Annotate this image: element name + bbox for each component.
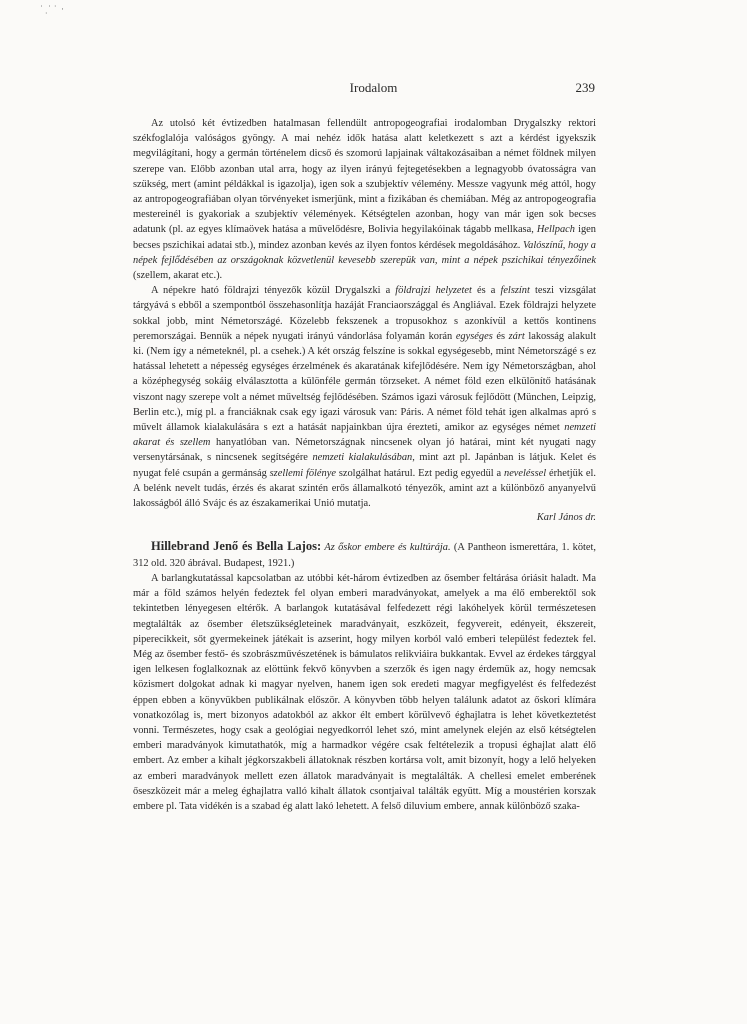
text-run: A népekre ható földrajzi tényezők közül Drygalszki a — [151, 285, 396, 297]
scan-speck: ˙ ̣ ̇ ˙ · — [40, 4, 65, 14]
text-run: igen becses pszichikai adatai stb.), mindez azonban kevés az ilyen fontos kérdések megoldásához. — [133, 224, 596, 251]
review-publication-details: (A Pantheon ismerettára, 1. kötet, 312 old. 320 ábrával. Budapest, 1921.) — [133, 542, 596, 569]
review-book-title: Az őskor embere és kultúrája. — [324, 542, 451, 554]
paragraph — [133, 283, 596, 511]
reviewer-signature: Karl János dr. — [536, 512, 596, 524]
text-run: szolgálhat határul. Ezt pedig egyedül a — [335, 467, 504, 479]
section-title: Irodalom — [349, 80, 398, 95]
text-run: , mint azt pl. Japánban is látjuk. Kelet és nyugat felé csupán a germánság — [133, 452, 597, 479]
text-run: Az utolsó két évtizedben hatalmasan fellendült antropogeografiai irodalomban Drygalszky rektori székfoglalója valóságos gyöngy. A mai nehéz idők hatása alatt keletkezett s azt a kérdést igyekszik megvilágítani, hogy a germán történelem dicső és szomorú lapjainak váltakozásaiban a német földnek milyen szerepe van. Előbb azonban utal arra, hogy az ilyen irányú fejtegetésekben a legnagyobb óvatosságra van szükség, mert (amint példákkal is igazolja), igen sok a szubjektív vélemény. Messze vagyunk még attól, hogy az antropogeografiában olyan törvényeket ismerjünk, mint a fizikában és chemiában. Még az antropogeografia mestereinél is gyakoriak a szubjektív vélemények. Kétségtelen azonban, hogy van már igen sok becses adatunk (pl. az egyes klímaövek hatása a művelődésre, Bolivia hegyilakóinak tágabb mellkasa, — [133, 118, 596, 236]
text-run: és a — [471, 285, 501, 297]
book-review — [133, 539, 596, 814]
emphasis-text: nemzeti kialakulásában — [312, 452, 413, 464]
emphasis-text: neveléssel — [504, 467, 547, 479]
text-run: teszi vizsgálat tárgyává s ebből a szempontból összehasonlítja hazáját Franciaországgal és Angliával. Ezek földrajzi helyzete sokkal jobb, mint Németországé. Közelebb fekszenek a tropusokhoz s azonkívül a kettős kontinens peremországai. Bennük a népek nyugati irányú vándorlása folyamán korán — [133, 285, 597, 342]
emphasis-text: földrajzi helyzetet — [395, 285, 472, 297]
emphasis-text: felszínt — [500, 285, 530, 297]
page-number: 239 — [575, 80, 595, 95]
running-header — [0, 80, 747, 98]
paragraph — [133, 116, 596, 283]
emphasis-text: nemzeti akarat és szellem — [133, 422, 596, 449]
text-run: és — [492, 330, 509, 342]
review-body: A barlangkutatással kapcsolatban az utóbbi két-három évtizedben az ősember feltárása óriásit haladt. Ma már a föld számos helyén fedeztek fel olyan emberi maradványokat, amelyek a ma élő emberektől sok tekintetben lényegesen eltérők. A barlangok kutatásával felfedezett régi lakóhelyek körül természetesen megtalálták az ősember életszükségleteinek maradványait, eszközeit, fegyvereit, edényeit, ékszereit, piperecikkeit, sőt gyermekeinek játékait is azserint, hogy milyen korból való emberi települést fedeztek fel. Még az ősember festő- és szobrászművészetének is bámulatos relikviáira bukkantak. Evvel az érdekes tárggyal igen lelkesen foglalkoznak az elöttünk fekvő könyvben a szerzők és igen nagy érdemük az, hogy nemcsak közismert dolgokat adnak ki magyar nyelven, hanem igen sok eredeti magyar megfigyelést és felfedezést éppen ebben a könyvükben publikálnak először. A könyvben több helyen találunk adatot az őskori klímára vonatkozólag is, mert bizonyos adatokból az akkor élt embert körülvevő éghajlatra is lehet következtetést vonni. Természetes, hogy csak a geológiai negyedkorról lehet szó, mint amelynek elején az első kétségtelen emberi maradványok kimutathatók, míg a harmadkor végére csak feltételezik a tropusi éghajlat alatt élő embert. Az ember a kihalt jégkorszakbeli állatoknak részben kortársa volt, amit bizonyít, hogy a lelő helyeken az emberi maradványok mellett ezen állatok maradványait is megtalálták. A chellesi emelet emberének őseszközeit már a meleg éghajlatra valló kihalt állatok csontjaival találták együtt. Míg a moustérien korszak embere pl. Tata vidékén is a szabad ég alatt lakó lehetett. A felső diluvium embere, annak különböző szaka- — [133, 572, 596, 812]
emphasis-text: Valószínű, hogy a népek fejlődésében az országoknak közvetlenül kevesebb szerepük van, mint a népek pszichikai tényezőinek — [133, 239, 597, 266]
emphasis-text: szellemi fölénye — [269, 467, 336, 479]
page-body — [133, 116, 596, 814]
text-run: (szellem, akarat etc.). — [133, 270, 223, 282]
text-run: lakosság alakult ki. (Nem így a németeknél, pl. a csehek.) A két ország felszíne is sokkal egységesebb, mint Németországé s ez hatással lehetett a népesség egységes érzelmének és akaratának kifejlődésére. Nem így Németországban, ahol a középhegység sokáig elválasztotta a különféle germán törzseket. A német föld ezen elkülönítő hatásának viszont nagy szerepe volt a német műveltség fejlődésében. Számos igazi városuk fejlődött (München, Leipzig, Berlin etc.), míg pl. a franciáknak csak egy igazi városuk van: Páris. A német föld tehát igen alkalmas apró s művelt államok kialakulására s ezt a hatását napjainkban újra érezteti, amikor az egységes német — [133, 330, 596, 434]
emphasis-text: Hellpach — [536, 224, 575, 236]
review-authors: Hillebrand Jenő és Bella Lajos: — [151, 539, 322, 554]
emphasis-text: egységes — [455, 330, 493, 342]
emphasis-text: zárt — [508, 330, 525, 342]
review-heading — [133, 539, 596, 570]
text-run: hanyatlóban van. Németországnak nincsenek olyan jó határai, mint két nyugati nagy versenytársának, s nincsenek segítségére — [133, 437, 596, 464]
text-run: érhetjük el. A belénk nevelt tudás, érzés és akarat szintén erős államalkotó tényezők, amint azt a különböző anyanyelvű lakosságból álló Svájc és az északamerikai Unió mutatja. — [133, 467, 596, 510]
